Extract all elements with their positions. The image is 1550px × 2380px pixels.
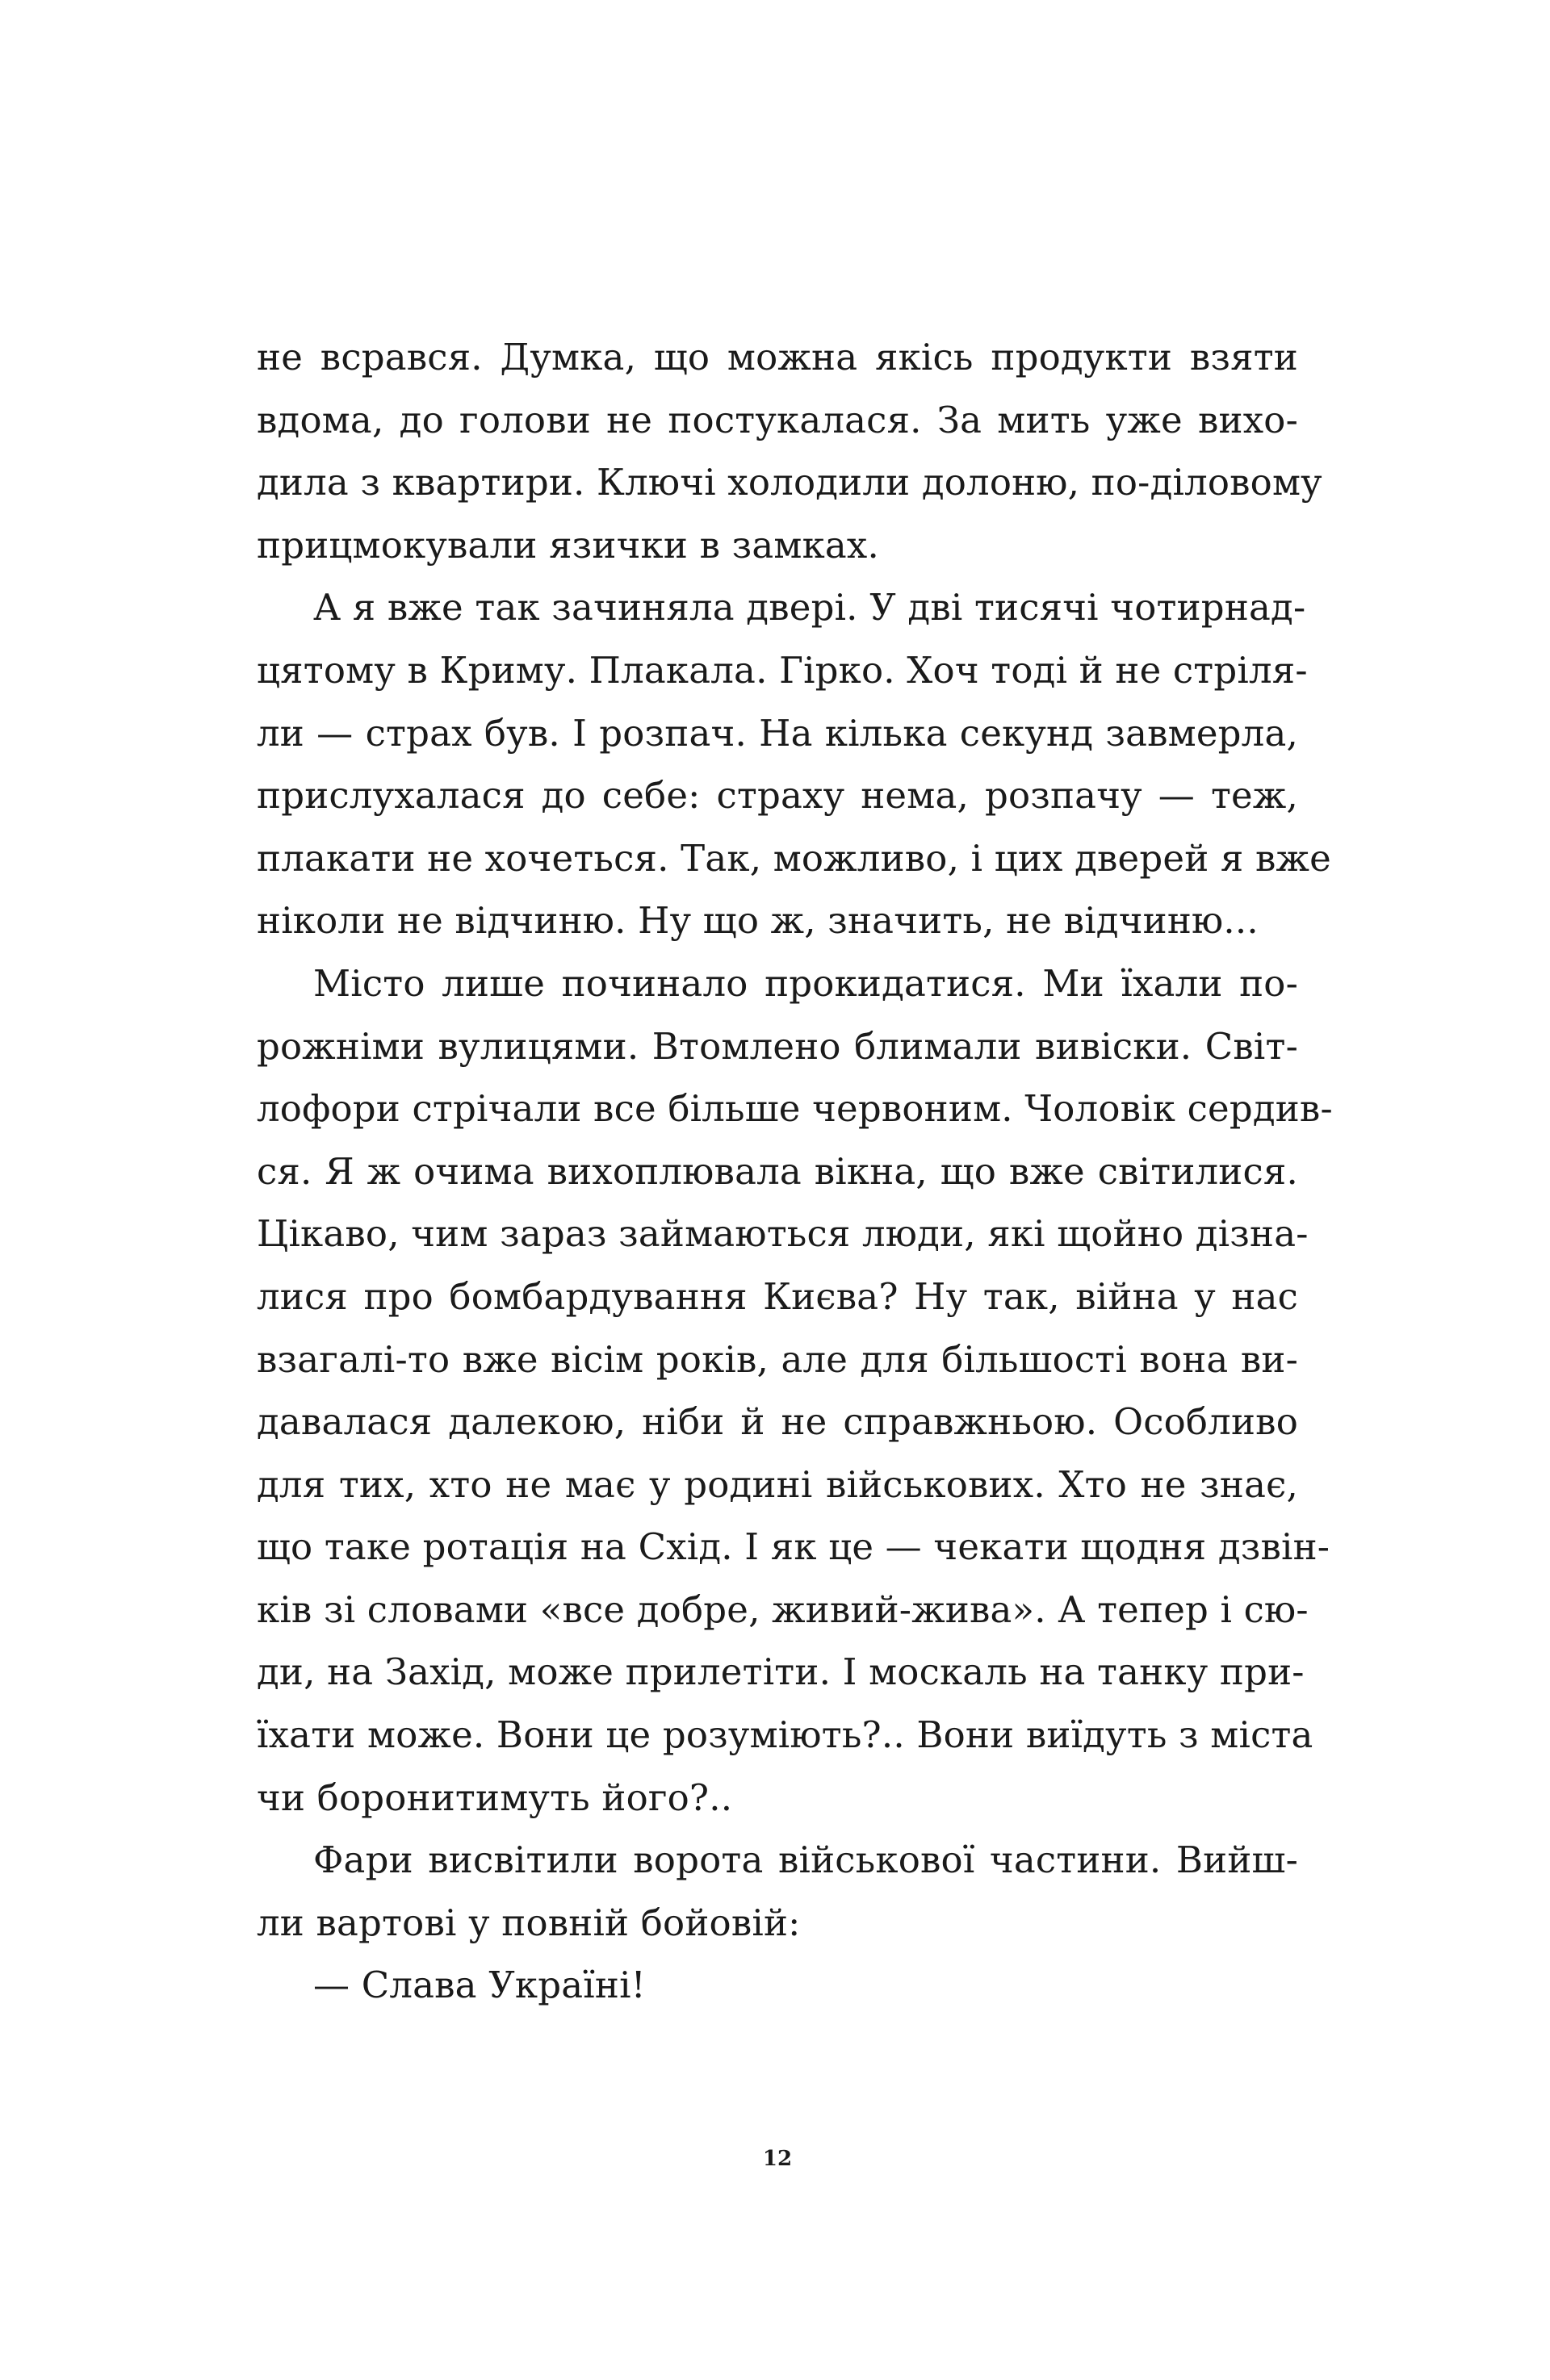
text-line: їхати може. Вони це розуміють?.. Вони виїдуть з міста [257,1713,1313,1757]
text-line: вдома, до голови не постукалася. За мить уже вихо- [257,398,1298,441]
text-line: цятому в Криму. Плакала. Гірко. Хоч тоді й не стріля- [257,648,1308,692]
paragraph [257,1829,1298,1954]
text-line: ніколи не відчиню. Ну що ж, значить, не відчиню... [257,899,1259,943]
text-line: ли — страх був. І розпач. На кілька секунд завмерла, [257,711,1298,755]
text-line: Місто лише починало прокидатися. Ми їхали по- [313,961,1298,1005]
text-line: лися про бомбардування Києва? Ну так, війна у нас [257,1274,1298,1318]
text-line: не всрався. Думка, що можна якісь продукти взяти [257,336,1298,379]
text-line: що таке ротація на Схід. І як це — чекати щодня дзвін- [257,1525,1330,1569]
body-text [257,326,1333,2017]
text-line: Цікаво, чим зараз займаються люди, які щойно дізна- [257,1212,1309,1256]
text-line: прицмокували язички в замках. [257,523,880,567]
text-line: дила з квартири. Ключі холодили долоню, по-діловому [257,461,1322,504]
paragraph [257,952,1333,1829]
text-line: давалася далекою, ніби й не справжньою. Особливо [257,1400,1298,1444]
text-line: прислухалася до себе: страху нема, розпачу — теж, [257,774,1298,818]
dialogue-paragraph [257,1954,1298,2017]
paragraph [257,326,1322,576]
text-line: Фари висвітили ворота військової частини. Вийш- [313,1838,1298,1882]
text-line: — Слава Україні! [313,1964,646,2007]
text-line: чи боронитимуть його?.. [257,1776,733,1819]
text-line: рожніми вулицями. Втомлено блимали вивіски. Світ- [257,1024,1298,1068]
text-line: лофори стрічали все більше червоним. Чоловік сердив- [257,1087,1333,1131]
paragraph [257,576,1331,952]
text-line: ся. Я ж очима вихоплювала вікна, що вже світилися. [257,1149,1298,1193]
text-line: ків зі словами «все добре, живий-жива». А тепер і сю- [257,1587,1309,1631]
text-line: для тих, хто не має у родині військових. Хто не знає, [257,1462,1298,1506]
page-number: 12 [762,2147,793,2171]
text-line: А я вже так зачиняла двері. У дві тисячі чотирнад- [313,586,1306,630]
text-line: плакати не хочеться. Так, можливо, і цих дверей я вже [257,836,1331,880]
text-line: ли вартові у повній бойовій: [257,1901,801,1944]
text-line: ди, на Захід, може прилетіти. І москаль на танку при- [257,1650,1305,1694]
text-line: взагалі-то вже вісім років, але для більшості вона ви- [257,1337,1298,1381]
